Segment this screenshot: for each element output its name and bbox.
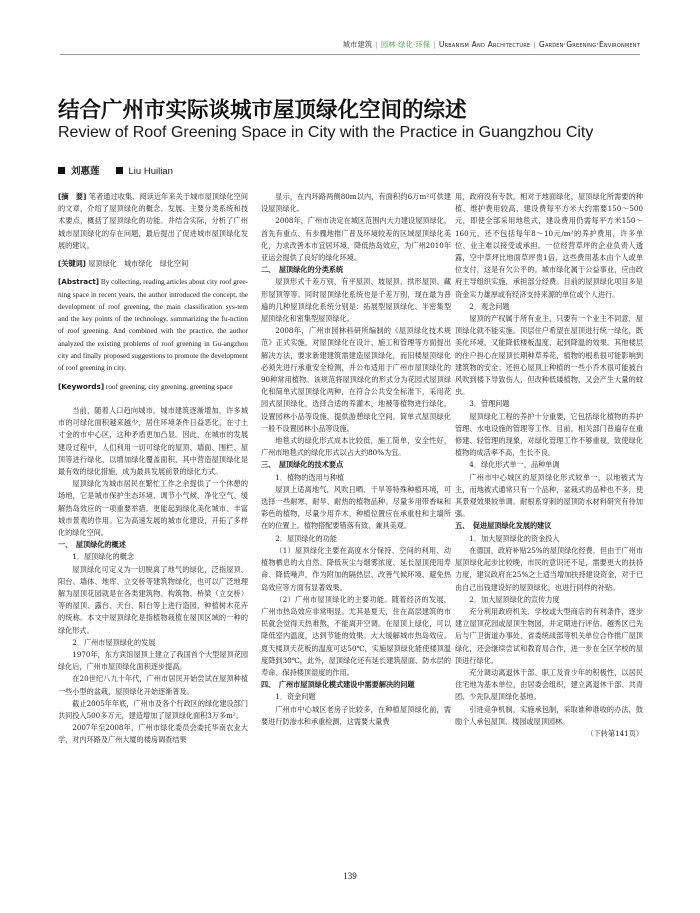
body-paragraph: 广州市中心城区的屋顶绿化形式较单一，以地被式为主，而地被式通常只有一个品种，盆栽式的品种也不多，使其景观效果较单调。耐根系穿刺的屋顶防水材料研究有待加强。: [455, 472, 643, 519]
title-en: Review of Roof Greening Space in City with the Practice in Guangzhou City: [58, 124, 594, 141]
body-paragraph: 屋顶上适离地气，风吹日晒、干旱等特殊种植环境，可选择一些耐寒、耐旱、耐热的植物品种。尽量多用带香味和彩色的植物，尽量少用乔木，种植位置应在承重柱和主墙所在的位置上。植物搭配要错落有致、兼具美观。: [261, 484, 451, 531]
abstract-text: 屋顶绿化 城市绿化 绿化空间: [88, 259, 189, 269]
section-heading: 四、 广州市屋顶绿化模式建设中需要解决的问题: [261, 680, 415, 690]
body-paragraph: 1970年，东方宾馆屋顶上建立了我国首个大型屋顶花园绿化后，广州市屋顶绿化面积逐步提高。: [58, 649, 248, 672]
abstract-block: [58, 258, 248, 270]
abstract-block: [58, 381, 248, 393]
abstract-text: 笔者通过收集、阅读近年来关于城市屋顶绿化空间的文章，介绍了屋顶绿化的概念、发展、主要分类系统和技术要点，概括了屋顶绿化的功能。并结合实际，分析了广州城市屋顶绿化的存在问题，最后提出了促进城市屋顶绿化发展的建议。: [58, 192, 248, 250]
abstract-block: [58, 191, 248, 252]
bullet-square-icon: [116, 167, 123, 174]
page-number: 139: [343, 871, 357, 881]
body-paragraph: 在德国，政府补贴25%的屋顶绿化经费。但由于广州市屋顶绿化起步比较晚，市民的意识还不足，需要更大的扶持力度，建议政府在25%之上适当增加扶持建设资金，对于已由自己出钱建设好的屋顶绿化，也进行同样的补贴。: [455, 545, 643, 592]
column-3: [455, 191, 643, 740]
author-cn: 刘惠莲: [71, 166, 100, 177]
body-paragraph: 2．加大屋顶绿化的宣传力度: [469, 594, 560, 604]
body-paragraph: 3．管理问题: [469, 399, 510, 409]
continued-note: （下转第141页）: [586, 728, 643, 738]
column-2: [261, 191, 451, 728]
body-paragraph: （2）广州市屋顶绿化的主要功能。随着经济的发展，广州市热岛效应非常明显。尤其是夏天，住在高层建筑的市民就会觉得天热难熬，不能离开空调。在屋顶上绿化，可以降低室内温度，达到节能的效果。大大缓解城市热岛效应。夏天楼顶天花板的温度可达50℃，实施屋顶绿化能使楼顶温度降到30℃，此外，屋顶绿化还有延长建筑屋面、防水层的寿命、保持楼顶湿度的作用。: [261, 594, 451, 677]
abstract-label: [关键词]: [58, 259, 86, 269]
body-paragraph: 1．资金问题: [275, 692, 316, 702]
abstract-block: [58, 276, 248, 374]
abstract-text: roof greening, city greening, greening space: [105, 382, 233, 391]
body-paragraph: 2．屋顶绿化的功能: [275, 533, 337, 543]
section-heading: 二、 屋顶绿化的分类系统: [261, 265, 344, 275]
body-paragraph: 引进竞争机制，实施承包制，采取谁种谁收的办法，鼓励个人承包屋顶、楼园或屋顶园林。: [455, 704, 643, 726]
header-subsection-en: Garden·Greening·Environment: [538, 40, 640, 49]
header-separator: |: [433, 40, 436, 49]
header-rule: [60, 54, 640, 55]
body-paragraph: 1．屋顶绿化的概念: [72, 552, 134, 562]
abstract-label: [Keywords]: [58, 381, 105, 391]
body-paragraph: 用，政府没有专款。相对于地面绿化，屋顶绿化所需要的种植、维护费用较高，建设费每平方米大约需要150～500元，即使全部采用地毯式，建设费用仍需每平方米150～160元，还不包括每年8～10元/m²的养护费用，许多单位、业主难以接受或承担。一位经营草坪的企业负责人透露，空中草坪比地面草坪贵1倍，这些费用基本由个人或单位支付，这是有欠公平的。城市绿化属于公益事业，应由政府主导组织实施，承担部分经费。目前的屋顶绿化项目多是资金实力雄厚或有经济支持来源的单位或个人进行。: [455, 192, 643, 299]
header-separator: |: [533, 40, 536, 49]
body-paragraph: 2008年，广州市决定在城区范围内大力建设屋顶绿化，首先有重点、有步骤地推广普及环境较差的区域屋顶绿化美化，力求改善本市宜居环境，降低热岛效应，为广州2010年亚运会提供了良好的绿化环境。: [261, 216, 451, 263]
body-paragraph: 屋顶的产权属于所有业主，只要有一个业主不同意，屋顶绿化就不能实施。顶层住户希望在屋顶进行统一绿化，既美化环境，又能降低楼板温度、起到降温的效果。其他楼层的住户担心在屋顶长期种草养花，植物的根系很可能影响到建筑物的安全；还担心屋顶上种植的一些小乔木很可能被台风吹到楼下导致伤人，但改种低矮植物，又会产生大量的蚊虫。: [455, 314, 643, 397]
body-paragraph: 2．观念问题: [469, 301, 510, 311]
body-paragraph: 2．广州市屋顶绿化的发展: [72, 637, 156, 647]
body-paragraph: 1．加大屋顶绿化的资金投入: [469, 533, 560, 543]
body-paragraph: 1．植物的选用与种植: [275, 472, 345, 482]
body-paragraph: 屋顶绿化可定义为一切脱离了地气的绿化，泛指屋顶、阳台、墙体、地库、立交桥等建筑物绿化，也可以广泛地理解为屋顶花园就是在各类建筑物、构筑物、桥梁（立交桥）等的屋顶、露台、天台、阳台等上进行造园，种植树木花卉的统称。本文中屋顶绿化是指植物栽植在屋顶区域的一种的绿化形式。: [58, 564, 248, 635]
body-paragraph: 显示，在内环路两侧80m以内，有面积约6万m²可供建设屋顶绿化。: [261, 192, 451, 214]
body-paragraph: 地毯式的绿化形式成本比较低，施工简单，安全性好，广州市地毯式的绿化形式以占大约80%为宜。: [261, 436, 451, 458]
header-section-en: Urbanism And Architecture: [438, 40, 531, 49]
abstract-label: [Abstract]: [58, 277, 100, 287]
body-paragraph: 4．绿化形式单一，品种单调: [469, 460, 560, 470]
bullet-square-icon: [58, 167, 65, 174]
column-1: [58, 191, 248, 747]
header-section-cn: 城市建筑: [342, 40, 373, 49]
body-paragraph: 充分调动离退休干部、职工及青少年的积极性，以居民住宅地为基本单位，由居委会组织，建立离退休干部、共青团、少先队屋顶绿化基地。: [455, 667, 643, 702]
abstract-label: [摘 要]: [58, 192, 87, 201]
header-subsection-cn: 园林·绿化·环保: [380, 40, 431, 49]
body-paragraph: 屋顶形式千差万别，有平屋顶、坡屋顶、拱形屋顶、藏形屋顶等等。同时屋顶绿化系统也是千差万别，现在最为普遍的几种屋顶绿化系统分别是：拓展型屋顶绿化、半密集型屋顶绿化和密集型屋顶绿化。: [261, 277, 451, 324]
body-paragraph: 广州市中心城区老房子比较多，在种植屋顶绿化前，需要进行防渗水和承重检测，这需要大量费: [261, 704, 451, 726]
body-paragraph: 充分利用政府机关、学校或大型商店的有利条件，逐步建立屋顶花园或屋顶生物园，并定期进行评估。越秀区已先后与广卫街道办事处、省委统战部等机关单位合作推广屋顶绿化，还会继续尝试和教育局合作，进一步在全区学校的屋顶进行绿化。: [455, 606, 643, 665]
body-paragraph: 2008年，广州市园林科研所编制的《屋顶绿化技术规范》正式实施，对屋顶绿化在设计、施工和管理等方面提出解决方法，要求新建建筑需建造屋顶绿化，而旧楼屋顶绿化必须先进行承重安全检测，并公布适用于广州市屋顶绿化的90种常用植物。该规范将屋顶绿化的形式分为花园式屋顶绿化和简单式屋顶绿化两种，在符合公共安全标准下，采用花园式屋顶绿化，选择合适的养灌木，地被等植物进行绿化，设置园林小品等设施，提供游憩绿化空间。简单式屋顶绿化一般不设置园林小品等设施。: [261, 326, 451, 433]
body-paragraph: 2007年至2008年，广州市绿化委员会委托华南农业大学，对内环路及广州大厦的楼房调查结果: [58, 723, 248, 745]
section-heading: 一、 屋顶绿化的概述: [58, 540, 126, 550]
section-heading: 三、 屋顶绿化的技术要点: [261, 460, 344, 470]
body-paragraph: （1）屋顶绿化主要在高度水分保持、空间的利用、动植物栖息的大自然、降低灰尘与烟雾浓度、延长屋顶使用寿命、降低噪声，作为附加的隔热层、改善气候环境、避免热岛效应等方面有显著效果。: [261, 545, 451, 592]
body-paragraph: 屋顶绿化为城市居民在繁忙工作之余提供了一个休憩的场地，它是城市保护生态环境、调节小气候、净化空气、缓解热岛效应的一项重要举措，更能起到绿化美化城市、丰富城市景观的作用。它为高速发展的城市化建设，开拓了多样化的绿化空间。: [58, 479, 248, 537]
body-paragraph: 屋顶绿化工程的养护十分重要，它包括绿化植物的养护管理、水电设施的管理等工作。目前，相关部门普遍存在重修建、轻管理的现象，对绿化管理工作不够重视，致使绿化植物的成活率不高，生长不良。: [455, 411, 643, 458]
journal-header: [343, 40, 640, 50]
body-paragraph: 截止2005年年底，广州市及各个行政区的绿化建设部门共同投入500多万元，建造增加了屋顶绿化面积3万多m²。: [58, 698, 248, 720]
body-paragraph: 在20世纪八九十年代，广州市居民开始尝试在屋顶种植一些小型的盆栽，屋顶绿化开始逐渐普及。: [58, 674, 248, 696]
title-cn: 结合广州市实际谈城市屋顶绿化空间的综述: [58, 98, 467, 123]
author-en: Liu Huilian: [128, 166, 173, 177]
section-heading: 五、 促进屋顶绿化发展的建议: [455, 521, 552, 531]
abstract-text: By collecting, reading articles about city roof gree-ning space in recent years, the author introduced the concept, the development of roof greening, the main classification sys-tem and the key points of the technology, summarizing the fu-nction of roof greening. And combined with the practice, the author analyzed the existing problems of roof greening in Gu-angzhou city and finally proposed suggestions to promote the development of roof greening in city.: [58, 278, 249, 373]
body-paragraph: 当前，随着人口趋向城市，城市建筑逐渐增加，许多城市的可绿化面积越来越少，居住环境条件日益恶化，在寸土寸金的市中心区，这种矛盾更加凸显。因此，在城市的发展建设过程中，人们利用一切可绿化的屋顶、墙面、围栏、屋顶等进行绿化，以增加绿化覆盖面积，其中营造屋顶绿化是最有效的绿化措施，成为最具发展前景的绿化方式。: [58, 405, 248, 476]
author-line: [58, 163, 173, 177]
header-separator: |: [375, 40, 378, 49]
